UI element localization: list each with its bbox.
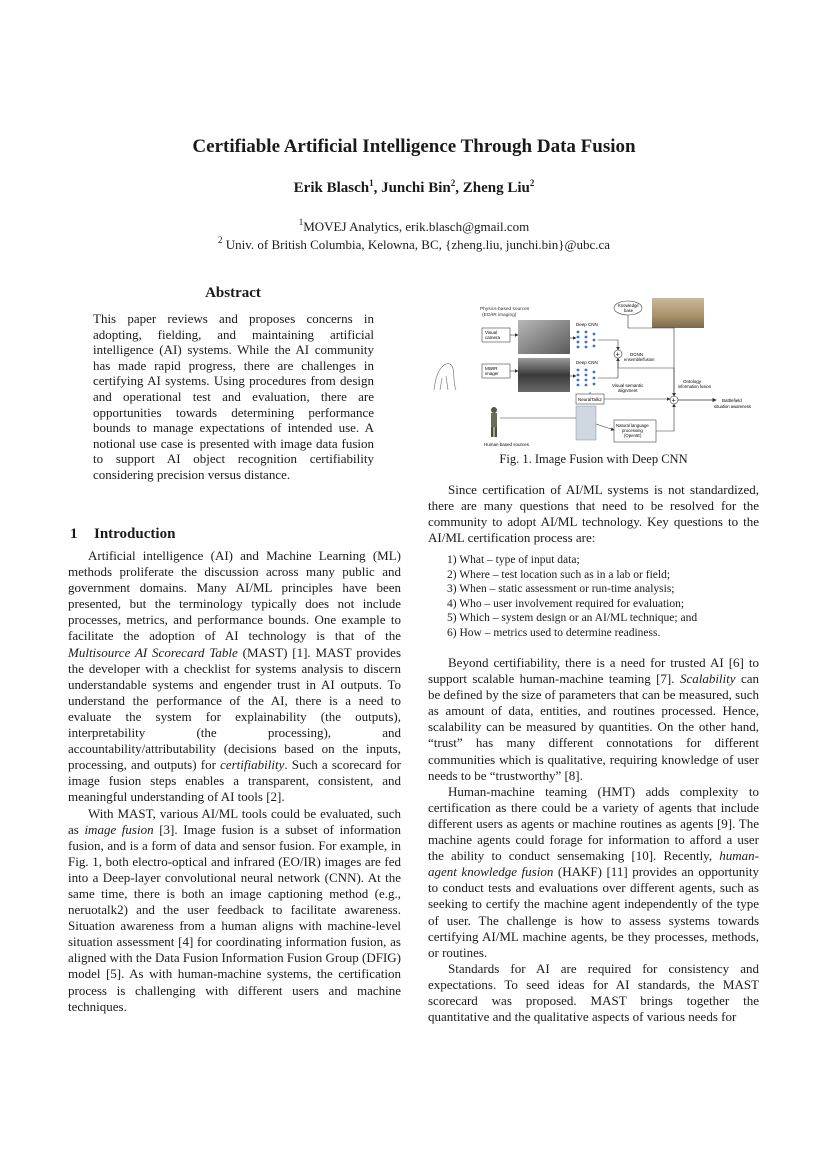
- author-name: Erik Blasch: [293, 180, 370, 196]
- affiliation: [0, 237, 828, 253]
- text-run: Artificial intelligence (AI) and Machine Learning (ML) methods proliferate the discussion across many public and government domains. Many AI/ML principles have been presented, but the terminology typically does not include processes, metrics, and performance bounds. One example to facilitate the adoption of AI technology is that of the: [68, 548, 401, 644]
- fig-screens-image: [576, 406, 596, 440]
- affiliation: [0, 219, 828, 235]
- fig-ir-image: [518, 358, 570, 392]
- fig-cnn-nodes: [577, 331, 596, 349]
- list-item: 4) Who – user involvement required for evaluation;: [447, 597, 685, 610]
- fig-label-human: Human based sources: [484, 442, 530, 447]
- italic-term: image fusion: [84, 821, 154, 837]
- fig-label-knowledge: Knowledge: [618, 303, 639, 308]
- trust-paragraph: [428, 655, 759, 784]
- fig-label-dcnn: DCNN: [630, 352, 643, 357]
- fig-label-physics2: (EO/IR imaging): [482, 313, 517, 318]
- section-heading: [70, 526, 175, 543]
- text-run: [3]. Image fusion is a subset of information fusion, and is a form of data and sensor fusion. For example, in Fig. 1, both electro-optical and infrared (EO/IR) images are fed into a Deep-layer convolutional neural network (CNN). At the same time, there is both an image captioning method (e.g., neruotalk2) and the user feedback to facilitate awareness. Situation awareness from a human aligns with machine-level situation assessment [4] for coordinating information fusion, as aligned with the Data Fusion Information Fusion Group (DFIG) model [5]. As with human-machine systems, the certification process is challenging with different users and machine techniques.: [68, 821, 401, 1014]
- text-run: . Such a scorecard for image fusion steps enables a transparent, consistent, and meaningful understanding of AI tools [2].: [68, 757, 401, 805]
- fig-label-semantic2: alignment: [618, 388, 638, 393]
- fig-label-ontology2: information fusion: [678, 384, 712, 389]
- italic-term: Multisource AI Scorecard Table: [68, 644, 238, 660]
- text-run: Beyond certifiability, there is a need for trusted AI [6] to support scalable human-machine teaming [7].: [428, 655, 759, 687]
- author-name: Zheng Liu: [462, 180, 530, 196]
- author-sup: 2: [450, 178, 456, 188]
- certification-paragraph: Since certification of AI/ML systems is not standardized, there are many questions that need to be resolved for the community to adopt AI/ML technology. Key questions to the AI/ML certification process are:: [428, 482, 759, 546]
- fig-label-nlp2: processing: [622, 428, 643, 433]
- italic-term: Scalability: [679, 671, 736, 687]
- author-separator: ,: [455, 180, 463, 196]
- author-sup: 1: [369, 178, 374, 188]
- author-list: [0, 180, 828, 197]
- list-item: 5) Which – system design or an AI/ML technique; and: [447, 612, 698, 625]
- fig-label-deepcnn-2: Deep CNN: [576, 360, 598, 365]
- figure-1-diagram: [430, 298, 760, 448]
- affiliation-sup: 1: [298, 217, 304, 227]
- key-questions-list: [447, 553, 757, 641]
- fig-soldier-icon: [491, 407, 497, 437]
- fig-label-mwir: MWIR: [485, 366, 498, 371]
- fig-label-battlefield: Battlefield: [722, 398, 742, 403]
- fig-label-nlp: Natural language: [616, 423, 649, 428]
- list-item: 2) Where – test location such as in a lab or field;: [447, 568, 671, 581]
- paper-title: Certifiable Artificial Intelligence Through Data Fusion: [192, 136, 636, 157]
- abstract-heading: Abstract: [205, 285, 261, 301]
- fig-label-deepcnn: Deep CNN: [576, 322, 598, 327]
- fig-label-ontology: Ontology: [683, 379, 702, 384]
- fig-sketch-icon: [434, 364, 456, 390]
- fig-label-visual: Visual: [485, 330, 498, 335]
- affiliation-sup: 2: [217, 235, 223, 245]
- fig-label-visual2: camera: [485, 335, 501, 340]
- right-column-bottom: [428, 655, 759, 1025]
- section-title: Introduction: [94, 526, 176, 542]
- figure-1-caption: Fig. 1. Image Fusion with Deep CNN: [499, 452, 688, 466]
- affiliation-text: Univ. of British Columbia, Kelowna, BC, {zheng.liu, junchi.bin}@ubc.ca: [222, 237, 611, 252]
- fig-eo-image: [518, 320, 570, 354]
- intro-paragraph-2: [68, 806, 401, 1015]
- fig-label-battlefield2: situation awareness: [714, 404, 752, 409]
- intro-paragraph-1: [68, 548, 401, 806]
- list-item: 3) When – static assessment or run-time analysis;: [447, 583, 675, 596]
- hmt-paragraph: [428, 784, 759, 961]
- author-sup: 2: [529, 178, 535, 188]
- italic-term: human-agent knowledge fusion: [428, 848, 759, 880]
- fig-plus-icon: +: [671, 397, 676, 405]
- affiliation-text: MOVEJ Analytics, erik.blasch@gmail.com: [303, 219, 530, 234]
- fig-tank-image: [652, 298, 704, 328]
- fig-label-semantic: Visual semantic: [612, 383, 644, 388]
- left-column: [68, 548, 401, 1015]
- fig-label-dcnn2: ensemble/fusion: [624, 357, 655, 362]
- fig-plus-icon: +: [615, 351, 620, 359]
- text-run: can be defined by the size of parameters that can be measured, such as amount of data, entities, and routines processed. Hence, scalability can be measured by quantities. On the other hand, “trust” has many different connotations for different communities which is qualitative, requiring knowledge of user needs to be “trustworthy” [8].: [428, 671, 759, 783]
- author-separator: ,: [373, 180, 382, 196]
- fig-label-mwir2: imager: [485, 371, 499, 376]
- section-number: 1: [70, 526, 78, 542]
- text-run: With MAST, various AI/ML tools could be evaluated, such as: [68, 805, 401, 837]
- italic-term: certifiability: [220, 757, 285, 773]
- fig-label-neuraltalk: NeuralTalk2: [578, 397, 602, 402]
- list-item: 1) What – type of input data;: [447, 554, 580, 566]
- fig-label-nlp3: (OpenIE): [624, 433, 642, 438]
- text-run: (MAST) [1]. MAST provides the developer with a checklist for systems analysis to discern understandable systems and engender trust in AI outputs. To understand the performance of the AI, there is a need to evaluate the system for explainability (the outputs), interpretability (the processing), and accountability/attributability (decisions based on the inputs, processing, and outputs) for: [68, 644, 402, 773]
- fig-label-physics: Physics-based sources: [480, 307, 530, 312]
- standards-paragraph: Standards for AI are required for consistency and expectations. To seed ideas for AI standards, the MAST scorecard was proposed. MAST brings together the quantitative and the qualitative aspects of various needs for: [428, 960, 759, 1025]
- fig-cnn-nodes-2: [577, 369, 596, 387]
- list-item: 6) How – metrics used to determine readiness.: [447, 626, 661, 639]
- right-column-top: [428, 482, 759, 546]
- fig-label-knowledge2: base: [624, 308, 634, 313]
- text-run: Human-machine teaming (HMT) adds complexity to certification as there could be a variety of agents that include different users as agents or machine routines as agents [9]. The machine agents could forage for information to afford a user the ability to conduct sensemaking [10]. Recently,: [428, 783, 759, 864]
- author-name: Junchi Bin: [381, 180, 451, 196]
- abstract-text: This paper reviews and proposes concerns in adopting, fielding, and maintaining artificial intelligence (AI) systems. While the AI community has made rapid progress, there are challenges in certifying AI systems. Using procedures from design and operational test and evaluation, there are opportunities towards determining performance bounds to manage expectations of intended use. A notional use case is presented with image data fusion to support AI object recognition certifiability considering precision versus distance.: [93, 311, 374, 482]
- text-run: (HAKF) [11] provides an opportunity to conduct tests and evaluations over different agents, such as seeking to certify the machine agent independently of the type of user. The challenge is how to assess systems towards certifying AI/ML machine agents, be they processes, methods, or routines.: [428, 864, 759, 960]
